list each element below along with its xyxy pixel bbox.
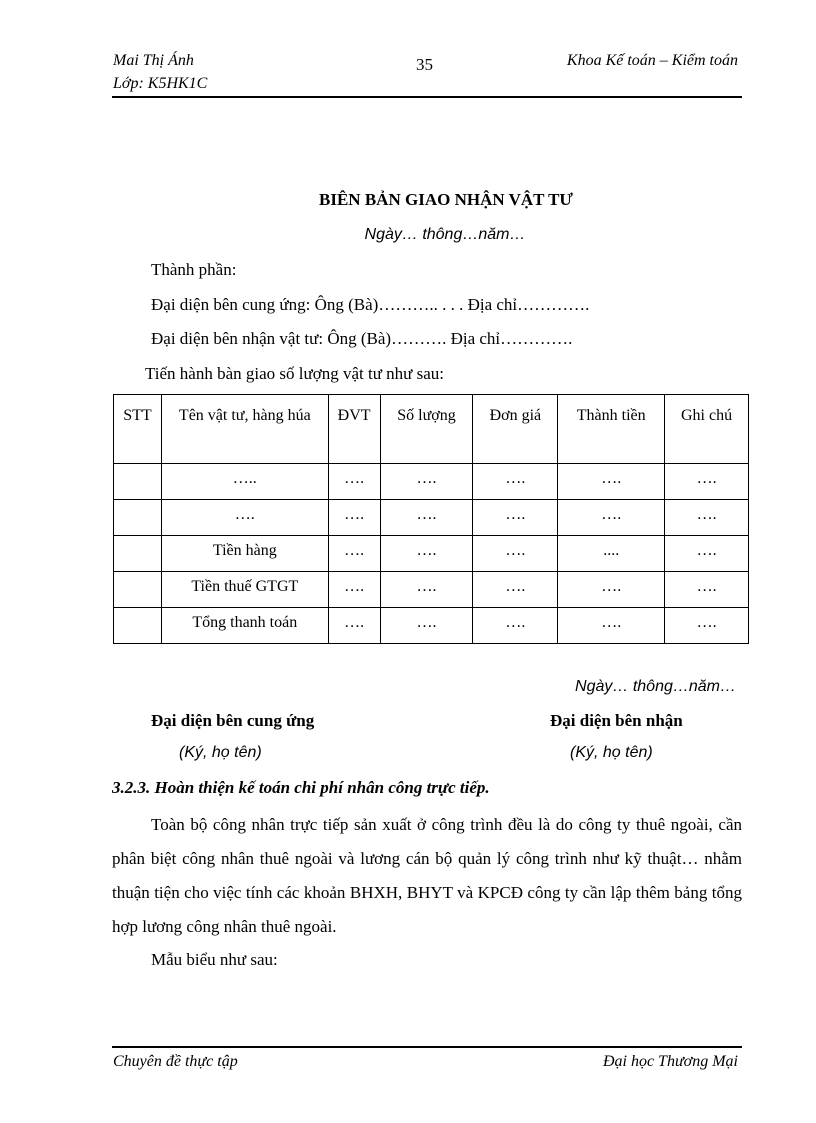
table-cell [114,572,162,608]
table-row [114,608,749,644]
section-heading: 3.2.3. Hoàn thiện kế toán chi phí nhân công trực tiếp. [112,778,490,797]
table-cell: …. [665,572,749,608]
table-cell [114,464,162,500]
table-row [114,536,749,572]
column-header: Đơn giá [473,395,558,464]
table-cell: …. [558,500,665,536]
table-cell: …. [328,536,380,572]
page-number: 35 [416,55,433,74]
footer-left: Chuyên đề thực tập [113,1053,238,1070]
receiver-sign-title: Đại diện bên nhận [550,711,683,730]
table-cell: …. [473,464,558,500]
table-cell: Tiền hàng [161,536,328,572]
header-faculty: Khoa Kế toán – Kiểm toán [566,52,738,69]
header-author: Mai Thị Ánh [113,52,194,69]
footer-right: Đại học Thương Mại [602,1053,738,1070]
table-cell: …. [665,536,749,572]
footer-rule [112,1046,742,1048]
table-row [114,572,749,608]
table-cell: …. [380,500,473,536]
table-cell: …. [665,464,749,500]
table-cell: …. [161,500,328,536]
table-cell: …. [665,608,749,644]
column-header: Ghi chú [665,395,749,464]
sign-date-line: Ngày… thông…năm… [575,678,736,695]
receiver-rep-line: Đại diện bên nhận vật tư: Ông (Bà)………. Địa chỉ…………. [151,329,573,348]
form-date-line: Ngày… thông…năm… [364,226,526,243]
table-cell: .... [558,536,665,572]
table-cell: …. [380,572,473,608]
column-header: Thành tiền [558,395,665,464]
table-cell: …. [328,464,380,500]
table-cell: …. [558,464,665,500]
table-cell [114,608,162,644]
table-cell: …. [558,572,665,608]
form-title: BIÊN BẢN GIAO NHẬN VẬT TƯ [319,190,573,209]
column-header: Tên vật tư, hàng húa [161,395,328,464]
table-cell [114,536,162,572]
table-cell: …. [328,608,380,644]
composition-label: Thành phần: [151,260,237,279]
column-header: ĐVT [328,395,380,464]
section-paragraph: Toàn bộ công nhân trực tiếp sản xuất ở công trình đều là do công ty thuê ngoài, cần phân biệt công nhân thuê ngoài và lương cán bộ quản lý công trình như kỹ thuật… nhằm thuận tiện cho việc tính các khoản BHXH, BHYT và KPCĐ công ty cần lập thêm bảng tổng hợp lương công nhân thuê ngoài. [112,815,742,936]
table-cell: …. [473,572,558,608]
form-label: Mẫu biểu như sau: [151,950,278,969]
supplier-sign-title: Đại diện bên cung ứng [151,711,315,730]
supplier-sign-note: (Ký, họ tên) [179,744,262,761]
column-header: Số lượng [380,395,473,464]
handover-intro: Tiến hành bàn giao số lượng vật tư như sau: [145,364,445,383]
column-header: STT [114,395,162,464]
supplier-rep-line: Đại diện bên cung ứng: Ông (Bà)……….. . . . Địa chỉ…………. [151,295,590,314]
table-cell: …. [328,572,380,608]
header-class: Lớp: K5HK1C [113,75,208,92]
receiver-sign-note: (Ký, họ tên) [570,744,653,761]
table-cell: …. [380,464,473,500]
table-cell: ….. [161,464,328,500]
header-rule [112,96,742,98]
table-cell: …. [380,536,473,572]
table-cell: …. [665,500,749,536]
table-header-row [114,395,749,464]
table-cell: …. [328,500,380,536]
handover-table [113,394,749,644]
table-cell: …. [473,608,558,644]
table-cell: Tổng thanh toán [161,608,328,644]
table-cell: Tiền thuế GTGT [161,572,328,608]
table-row [114,500,749,536]
table-row [114,464,749,500]
table-cell: …. [473,500,558,536]
table-cell [114,500,162,536]
table-cell: …. [558,608,665,644]
table-cell: …. [380,608,473,644]
table-cell: …. [473,536,558,572]
